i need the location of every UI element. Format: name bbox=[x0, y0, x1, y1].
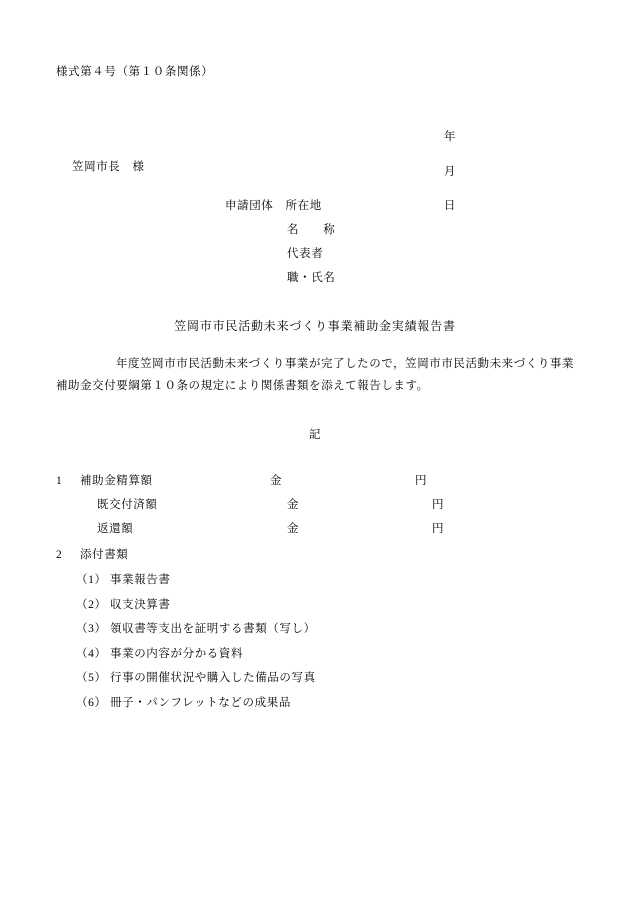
list-item-label: 事業報告書 bbox=[110, 574, 171, 586]
list-item-label: 領収書等支出を証明する書類（写し） bbox=[110, 623, 316, 636]
amount-row bbox=[56, 520, 576, 544]
amount-row-kin: 金 bbox=[287, 499, 300, 511]
applicant-row-title-name-label: 職・氏名 bbox=[287, 272, 336, 284]
form-number: 様式第４号（第１０条関係） bbox=[56, 66, 214, 78]
amount-row-unit: 円 bbox=[432, 523, 445, 535]
applicant-row-name bbox=[225, 225, 335, 237]
applicant-row-title-name bbox=[225, 273, 335, 285]
page-title: 笠岡市市民活動未来づくり事業補助金実績報告書 bbox=[174, 319, 456, 333]
amount-row-label: 既交付済額 bbox=[97, 499, 158, 511]
body-paragraph: 年度笠岡市市民活動未来づくり事業が完了したので，笠岡市市民活動未来づくり事業補助金交付要綱第１０条の規定により関係書類を添えて報告します。 bbox=[56, 358, 574, 393]
list-item bbox=[76, 596, 576, 621]
amount-row-unit: 円 bbox=[415, 475, 428, 487]
list-item bbox=[76, 645, 576, 670]
amount-row-label: 返還額 bbox=[97, 523, 134, 535]
list-item-label: 冊子・パンフレットなどの成果品 bbox=[110, 696, 291, 709]
list-item bbox=[76, 571, 576, 596]
list-item-label: 行事の開催状況や購入した備品の写真 bbox=[110, 672, 316, 685]
amount-row-label: 補助金精算額 bbox=[80, 475, 153, 487]
list-item bbox=[76, 694, 576, 719]
list-item-index: （6） bbox=[76, 696, 107, 709]
attachments-heading bbox=[56, 546, 128, 562]
applicant-row-representative-label: 代表者 bbox=[287, 248, 324, 260]
list-item-index: （5） bbox=[76, 672, 107, 685]
amount-row-unit: 円 bbox=[432, 499, 445, 511]
attachments-list bbox=[76, 571, 576, 719]
list-item-index: （4） bbox=[76, 647, 107, 660]
amount-row bbox=[56, 496, 576, 520]
list-item-index: （2） bbox=[76, 598, 107, 611]
applicant-row-address: 申請団体 所在地 bbox=[225, 200, 322, 212]
list-item-label: 収支決算書 bbox=[110, 598, 171, 611]
list-item-index: （1） bbox=[76, 574, 107, 586]
applicant-block bbox=[225, 201, 335, 297]
date-year: 年 bbox=[443, 131, 457, 144]
list-item bbox=[76, 620, 576, 645]
amount-row-number: 1 bbox=[56, 475, 63, 487]
amount-row-kin: 金 bbox=[270, 475, 283, 487]
amount-row-kin: 金 bbox=[287, 523, 300, 535]
ki-marker: 記 bbox=[308, 429, 322, 441]
date-day: 日 bbox=[443, 200, 457, 213]
amount-row bbox=[56, 472, 576, 496]
list-item bbox=[76, 669, 576, 694]
date-line bbox=[430, 112, 478, 233]
attachments-section-number: 2 bbox=[56, 549, 63, 561]
list-item-index: （3） bbox=[76, 623, 107, 636]
amounts-section bbox=[56, 472, 576, 544]
list-item-label: 事業の内容が分かる資料 bbox=[110, 647, 244, 660]
date-month: 月 bbox=[443, 165, 457, 178]
attachments-heading-label: 添付書類 bbox=[80, 549, 129, 561]
applicant-row-name-label: 名 称 bbox=[287, 224, 336, 236]
addressee: 笠岡市長 様 bbox=[72, 161, 145, 173]
applicant-row-representative bbox=[225, 249, 335, 261]
